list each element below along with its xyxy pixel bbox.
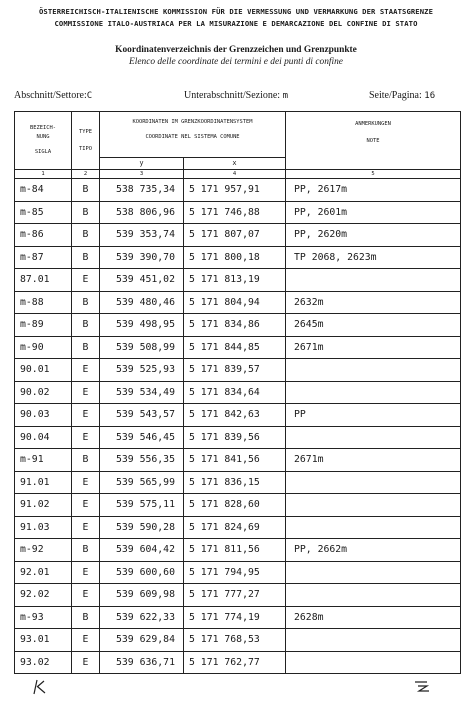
cell-y: 538 735,34 xyxy=(100,179,184,202)
cell-y: 539 590,28 xyxy=(100,516,184,539)
header-line-italian: COMMISSIONE ITALO-AUSTRIACA PER LA MISURAZIONE E DEMARCAZIONE DEL CONFINE DI STATO xyxy=(54,19,418,28)
cell-note: 2671m xyxy=(286,449,461,472)
cell-sigla: 90.01 xyxy=(15,359,72,382)
col-head-coordinates-line2: COORDINATE NEL SISTEMA COMUNE xyxy=(145,134,240,140)
table-row xyxy=(15,584,461,607)
cell-x: 5 171 957,91 xyxy=(184,179,286,202)
cell-note: PP, 2617m xyxy=(286,179,461,202)
cell-note: PP xyxy=(286,404,461,427)
cell-x: 5 171 768,53 xyxy=(184,629,286,652)
table-row xyxy=(15,381,461,404)
cell-y: 539 604,42 xyxy=(100,539,184,562)
cell-tipo: E xyxy=(72,404,100,427)
cell-sigla: 90.03 xyxy=(15,404,72,427)
col-head-notes xyxy=(286,112,461,170)
cell-tipo: E xyxy=(72,651,100,674)
cell-sigla: 91.02 xyxy=(15,494,72,517)
cell-note: PP, 2662m xyxy=(286,539,461,562)
table-row xyxy=(15,471,461,494)
cell-y: 539 565,99 xyxy=(100,471,184,494)
cell-note xyxy=(286,471,461,494)
table-head xyxy=(15,112,461,179)
seite-value: 16 xyxy=(424,91,436,101)
cell-y: 539 451,02 xyxy=(100,269,184,292)
cell-tipo: E xyxy=(72,359,100,382)
cell-x: 5 171 828,60 xyxy=(184,494,286,517)
cell-note: 2671m xyxy=(286,336,461,359)
cell-x: 5 171 807,07 xyxy=(184,224,286,247)
cell-note xyxy=(286,426,461,449)
cell-tipo: E xyxy=(72,471,100,494)
cell-sigla: m-85 xyxy=(15,201,72,224)
table-row xyxy=(15,539,461,562)
cell-y: 539 622,33 xyxy=(100,606,184,629)
cell-tipo: E xyxy=(72,426,100,449)
cell-note xyxy=(286,494,461,517)
table-row xyxy=(15,291,461,314)
cell-sigla: 92.01 xyxy=(15,561,72,584)
table-row xyxy=(15,246,461,269)
cell-y: 539 534,49 xyxy=(100,381,184,404)
cell-sigla: 92.02 xyxy=(15,584,72,607)
col-head-coordinates-line1: KOORDINATEN IM GRENZKOORDINATENSYSTEM xyxy=(132,119,253,125)
table-body xyxy=(15,179,461,674)
title-italian: Elenco delle coordinate dei termini e dei punti di confine xyxy=(129,57,343,67)
cell-tipo: B xyxy=(72,336,100,359)
cell-note: 2632m xyxy=(286,291,461,314)
cell-x: 5 171 836,15 xyxy=(184,471,286,494)
cell-sigla: m-84 xyxy=(15,179,72,202)
table-row xyxy=(15,494,461,517)
cell-x: 5 171 777,27 xyxy=(184,584,286,607)
cell-tipo: E xyxy=(72,269,100,292)
cell-sigla: m-89 xyxy=(15,314,72,337)
cell-sigla: m-88 xyxy=(15,291,72,314)
cell-tipo: B xyxy=(72,179,100,202)
cell-note: 2628m xyxy=(286,606,461,629)
table-row xyxy=(15,404,461,427)
table-row xyxy=(15,359,461,382)
cell-sigla: 90.02 xyxy=(15,381,72,404)
cell-x: 5 171 746,88 xyxy=(184,201,286,224)
unterabschnitt xyxy=(184,90,288,101)
cell-tipo: E xyxy=(72,494,100,517)
table-row xyxy=(15,179,461,202)
cell-tipo: B xyxy=(72,224,100,247)
col-number-4: 4 xyxy=(184,170,286,179)
cell-sigla: m-93 xyxy=(15,606,72,629)
cell-note xyxy=(286,516,461,539)
coordinate-table xyxy=(14,111,461,674)
seite xyxy=(369,90,435,101)
cell-x: 5 171 844,85 xyxy=(184,336,286,359)
cell-note: TP 2068, 2623m xyxy=(286,246,461,269)
seite-label: Seite/Pagina: xyxy=(369,90,422,101)
cell-y: 539 543,57 xyxy=(100,404,184,427)
cell-y: 539 498,95 xyxy=(100,314,184,337)
cell-tipo: B xyxy=(72,539,100,562)
cell-y: 539 546,45 xyxy=(100,426,184,449)
table-row xyxy=(15,449,461,472)
col-head-tipo-line1: TYPE xyxy=(79,128,92,135)
cell-y: 539 525,93 xyxy=(100,359,184,382)
col-head-y: y xyxy=(100,158,184,170)
unterabschnitt-label: Unterabschnitt/Sezione: xyxy=(184,90,281,101)
cell-tipo: B xyxy=(72,449,100,472)
cell-y: 539 390,70 xyxy=(100,246,184,269)
cell-tipo: E xyxy=(72,629,100,652)
cell-sigla: m-86 xyxy=(15,224,72,247)
cell-y: 539 353,74 xyxy=(100,224,184,247)
table-row xyxy=(15,651,461,674)
table-row xyxy=(15,516,461,539)
table-row xyxy=(15,606,461,629)
cell-x: 5 171 762,77 xyxy=(184,651,286,674)
cell-x: 5 171 834,64 xyxy=(184,381,286,404)
col-number-5: 5 xyxy=(286,170,461,179)
col-head-sigla-line2: NUNG xyxy=(36,134,50,140)
col-head-notes-line1: ANMERKUNGEN xyxy=(355,121,391,127)
cell-sigla: m-87 xyxy=(15,246,72,269)
cell-sigla: m-92 xyxy=(15,539,72,562)
cell-sigla: 93.01 xyxy=(15,629,72,652)
cell-x: 5 171 839,56 xyxy=(184,426,286,449)
cell-y: 539 636,71 xyxy=(100,651,184,674)
cell-x: 5 171 813,19 xyxy=(184,269,286,292)
col-head-tipo xyxy=(72,112,100,170)
cell-x: 5 171 800,18 xyxy=(184,246,286,269)
table-row xyxy=(15,629,461,652)
cell-x: 5 171 842,63 xyxy=(184,404,286,427)
col-head-tipo-line2: TIPO xyxy=(79,145,92,152)
handwritten-mark-right xyxy=(413,679,431,697)
table-row xyxy=(15,336,461,359)
cell-sigla: 87.01 xyxy=(15,269,72,292)
col-number-2: 2 xyxy=(72,170,100,179)
cell-note: PP, 2620m xyxy=(286,224,461,247)
cell-note xyxy=(286,269,461,292)
cell-tipo: B xyxy=(72,291,100,314)
cell-sigla: 91.03 xyxy=(15,516,72,539)
cell-sigla: 91.01 xyxy=(15,471,72,494)
cell-x: 5 171 841,56 xyxy=(184,449,286,472)
col-head-sigla-line3: SIGLA xyxy=(34,149,52,155)
table-row xyxy=(15,269,461,292)
col-number-3: 3 xyxy=(100,170,184,179)
cell-note: 2645m xyxy=(286,314,461,337)
cell-y: 539 600,60 xyxy=(100,561,184,584)
cell-x: 5 171 804,94 xyxy=(184,291,286,314)
unterabschnitt-value: m xyxy=(282,91,289,101)
cell-x: 5 171 824,69 xyxy=(184,516,286,539)
table-row xyxy=(15,314,461,337)
abschnitt xyxy=(14,90,92,101)
abschnitt-value: C xyxy=(86,91,93,101)
cell-note xyxy=(286,584,461,607)
cell-x: 5 171 839,57 xyxy=(184,359,286,382)
cell-tipo: B xyxy=(72,606,100,629)
handwritten-check-icon xyxy=(32,678,48,696)
cell-tipo: E xyxy=(72,516,100,539)
cell-note xyxy=(286,381,461,404)
cell-y: 539 629,84 xyxy=(100,629,184,652)
cell-tipo: E xyxy=(72,561,100,584)
cell-x: 5 171 794,95 xyxy=(184,561,286,584)
handwritten-mark-left xyxy=(32,678,48,700)
cell-tipo: B xyxy=(72,201,100,224)
cell-note xyxy=(286,359,461,382)
cell-tipo: B xyxy=(72,246,100,269)
cell-x: 5 171 774,19 xyxy=(184,606,286,629)
cell-x: 5 171 811,56 xyxy=(184,539,286,562)
cell-y: 539 508,99 xyxy=(100,336,184,359)
col-head-coordinates xyxy=(100,112,286,158)
col-head-sigla-line1: BEZEICH- xyxy=(30,125,56,131)
col-number-1: 1 xyxy=(15,170,72,179)
cell-y: 539 556,35 xyxy=(100,449,184,472)
cell-y: 539 480,46 xyxy=(100,291,184,314)
cell-y: 538 806,96 xyxy=(100,201,184,224)
col-head-notes-line2: NOTE xyxy=(366,138,380,144)
cell-y: 539 609,98 xyxy=(100,584,184,607)
cell-sigla: 90.04 xyxy=(15,426,72,449)
cell-tipo: E xyxy=(72,584,100,607)
handwritten-initials-icon xyxy=(413,679,431,693)
cell-tipo: B xyxy=(72,314,100,337)
col-head-sigla xyxy=(15,112,72,170)
cell-y: 539 575,11 xyxy=(100,494,184,517)
table-row xyxy=(15,426,461,449)
title-german: Koordinatenverzeichnis der Grenzzeichen und Grenzpunkte xyxy=(115,45,357,55)
abschnitt-label: Abschnitt/Settore: xyxy=(14,90,87,101)
cell-tipo: E xyxy=(72,381,100,404)
header-line-german: ÖSTERREICHISCH-ITALIENISCHE KOMMISSION FÜR DIE VERMESSUNG UND VERMARKUNG DER STAATSGRENZE xyxy=(38,7,434,16)
cell-sigla: 93.02 xyxy=(15,651,72,674)
cell-note xyxy=(286,561,461,584)
cell-note xyxy=(286,629,461,652)
cell-note: PP, 2601m xyxy=(286,201,461,224)
table-row xyxy=(15,201,461,224)
table-row xyxy=(15,561,461,584)
cell-sigla: m-91 xyxy=(15,449,72,472)
cell-x: 5 171 834,86 xyxy=(184,314,286,337)
cell-sigla: m-90 xyxy=(15,336,72,359)
cell-note xyxy=(286,651,461,674)
col-head-x: x xyxy=(184,158,286,170)
table-row xyxy=(15,224,461,247)
